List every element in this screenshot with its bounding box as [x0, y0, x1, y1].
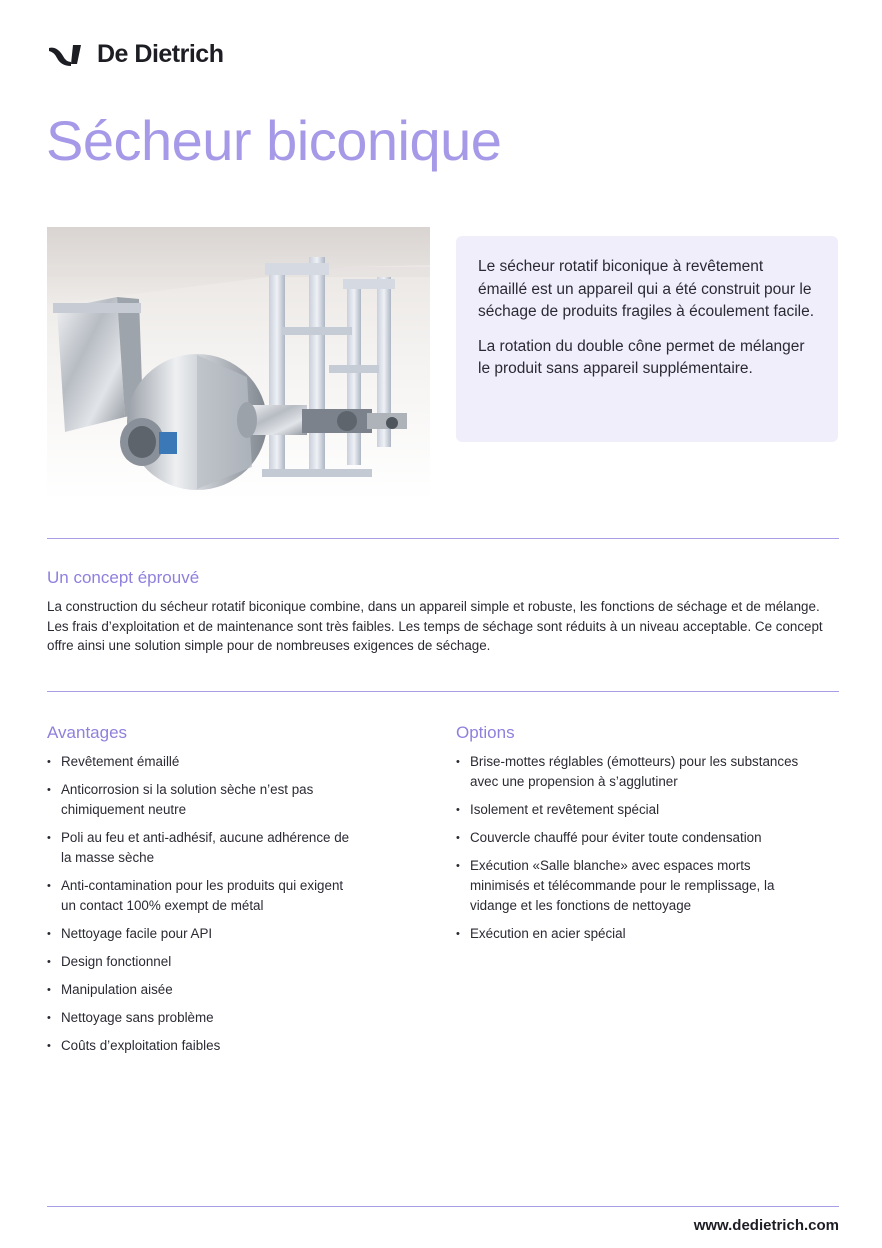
list-item: • Exécution en acier spécial — [456, 924, 801, 944]
options-heading: Options — [456, 723, 515, 742]
intro-paragraph: La rotation du double cône permet de mélanger le produit sans appareil supplémentaire. — [478, 337, 805, 377]
concept-heading: Un concept éprouvé — [47, 568, 200, 587]
brand-logo — [47, 40, 223, 69]
advantages-list — [47, 752, 357, 1064]
list-item: • Nettoyage facile pour API — [47, 924, 357, 944]
intro-paragraph: Le sécheur rotatif biconique à revêtement émaillé est un appareil qui a été construit pour le séchage de produits fragiles à écoulement facile. — [478, 258, 815, 320]
list-item: • Isolement et revêtement spécial — [456, 800, 801, 820]
list-item: • Revêtement émaillé — [47, 752, 357, 772]
intro-box — [456, 236, 838, 442]
advantages-heading: Avantages — [47, 723, 128, 742]
list-item: • Coûts d’exploitation faibles — [47, 1036, 357, 1056]
section-divider — [47, 691, 839, 692]
list-item: • Nettoyage sans problème — [47, 1008, 357, 1028]
list-item: • Poli au feu et anti-adhésif, aucune adhérence de la masse sèche — [47, 828, 357, 868]
concept-text: La construction du sécheur rotatif biconique combine, dans un appareil simple et robuste, les fonctions de séchage et de mélange. Les frais d’exploitation et de maintenance sont très faibles. Les temps de séchage sont réduits à un niveau acceptable. Ce concept offre ainsi une solution simple pour de nombreuses exigences de séchage. — [47, 599, 823, 653]
product-photo — [47, 227, 430, 500]
page-title: Sécheur biconique — [46, 109, 502, 172]
list-item: • Anticorrosion si la solution sèche n’est pas chimiquement neutre — [47, 780, 357, 820]
list-item: • Design fonctionnel — [47, 952, 357, 972]
section-divider — [47, 538, 839, 539]
website-link[interactable]: www.dedietrich.com — [693, 1217, 839, 1234]
list-item: • Exécution «Salle blanche» avec espaces morts minimisés et télécommande pour le remplissage, la vidange et les fonctions de nettoyage — [456, 856, 801, 916]
list-item: • Couvercle chauffé pour éviter toute condensation — [456, 828, 801, 848]
brand-name: De Dietrich — [97, 40, 224, 68]
list-item: • Brise-mottes réglables (émotteurs) pour les substances avec une propension à s’agglutiner — [456, 752, 801, 792]
options-list — [456, 752, 801, 952]
brand-mark-icon — [47, 42, 91, 68]
list-item: • Anti-contamination pour les produits qui exigent un contact 100% exempt de métal — [47, 876, 357, 916]
list-item: • Manipulation aisée — [47, 980, 357, 1000]
footer-divider — [47, 1206, 839, 1207]
